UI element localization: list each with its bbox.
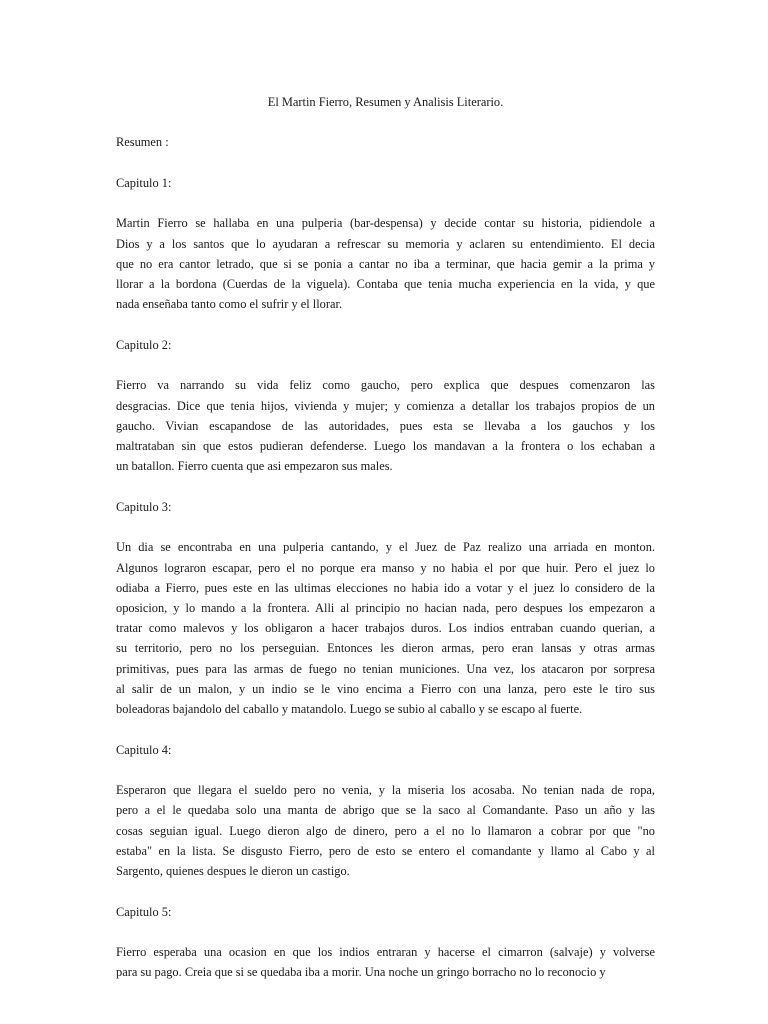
paragraph-line: odiaba a Fierro, pues este en las ultimas elecciones no habia ido a votar y el juez lo considero de la [116, 580, 655, 595]
paragraph-line: Martin Fierro se hallaba en una pulperia (bar-despensa) y decide contar su historia, pidiendole a [116, 216, 655, 231]
paragraph-line: Fierro esperaba una ocasion en que los indios entraran y hacerse el cimarron (salvaje) y volverse [116, 945, 655, 960]
chapter-heading: Capitulo 3: [116, 499, 172, 514]
paragraph-line: Algunos lograron escapar, pero el no porque era manso y no habia el por que huir. Pero el juez lo [116, 560, 655, 575]
chapter-paragraph [116, 375, 655, 476]
paragraph-line: gaucho. Vivian escapandose de las autoridades, pues esta se llevaba a los gauchos y los [116, 418, 655, 433]
paragraph-line: tratar como malevos y los obligaron a hacer trabajos duros. Los indios entraban cuando querian, a [116, 621, 655, 636]
paragraph-line: estaba" en la lista. Se disgusto Fierro, pero de esto se entero el comandante y llamo al Cabo y al [116, 843, 655, 858]
chapter-heading: Capitulo 2: [116, 337, 172, 352]
paragraph-line: nada enseñaba tanto como el sufrir y el llorar. [116, 297, 343, 312]
chapter-paragraph [116, 780, 655, 881]
paragraph-line: su territorio, pero no los perseguian. Entonces les dieron armas, pero eran lansas y otras armas [116, 641, 655, 656]
paragraph-line: Dios y a los santos que lo ayudaran a refrescar su memoria y aclaren su entendimiento. El decia [116, 236, 655, 251]
paragraph-line: que no era cantor letrado, que si se ponia a cantar no iba a terminar, que hacia gemir a la prima y [116, 256, 655, 271]
paragraph-line: pero a el le quedaba solo una manta de abrigo que se la saco al Comandante. Paso un año y las [116, 803, 655, 818]
paragraph-line: cosas seguian igual. Luego dieron algo de dinero, pero a el no lo llamaron a cobrar por que "no [116, 823, 655, 838]
chapter-heading: Capitulo 1: [116, 175, 172, 190]
paragraph-line: boleadoras bajandolo del caballo y matandolo. Luego se subio al caballo y se escapo al fuerte. [116, 702, 583, 717]
paragraph-line: Esperaron que llegara el sueldo pero no venia, y la miseria los acosaba. No tenian nada de ropa, [116, 783, 655, 798]
paragraph-line: Fierro va narrando su vida feliz como gaucho, pero explica que despues comenzaron las [116, 378, 655, 393]
paragraph-line: para su pago. Creia que si se quedaba iba a morir. Una noche un gringo borracho no lo reconocio y [116, 965, 606, 980]
paragraph-line: llorar a la bordona (Cuerdas de la viguela). Contaba que tenia mucha experiencia en la vida, y que [116, 277, 655, 291]
paragraph-line: desgracias. Dice que tenia hijos, vivienda y mujer; y comienza a detallar los trabajos propios de un [116, 398, 655, 413]
sections-container [116, 173, 655, 983]
chapter-heading: Capitulo 5: [116, 904, 172, 919]
document-title: El Martin Fierro, Resumen y Analisis Literario. [267, 95, 504, 109]
paragraph-line: al salir de un malon, y un indio se le vino encima a Fierro con una lanza, pero este le tiro sus [116, 681, 655, 696]
paragraph-line: Sargento, quienes despues le dieron un castigo. [116, 864, 350, 879]
chapter-paragraph [116, 213, 655, 314]
paragraph-line: Un dia se encontraba en una pulperia cantando, y el Juez de Paz realizo una arriada en monton. [116, 540, 655, 555]
chapter-paragraph [116, 942, 655, 982]
paragraph-line: un batallon. Fierro cuenta que asi empezaron sus males. [116, 459, 393, 474]
paragraph-line: oposicion, y lo mando a la frontera. Alli al principio no hacian nada, pero despues los empezaron a [116, 601, 655, 615]
chapter-paragraph [116, 537, 655, 719]
paragraph-line: primitivas, pues para las armas de fuego no tenian municiones. Una vez, los atacaron por sorpresa [116, 661, 655, 676]
resumen-label: Resumen : [116, 135, 169, 150]
paragraph-line: maltrataban sin que estos pudieran defenderse. Luego los mandavan a la frontera o los echaban a [116, 439, 655, 453]
chapter-heading: Capitulo 4: [116, 742, 172, 757]
document-page [116, 92, 655, 1003]
